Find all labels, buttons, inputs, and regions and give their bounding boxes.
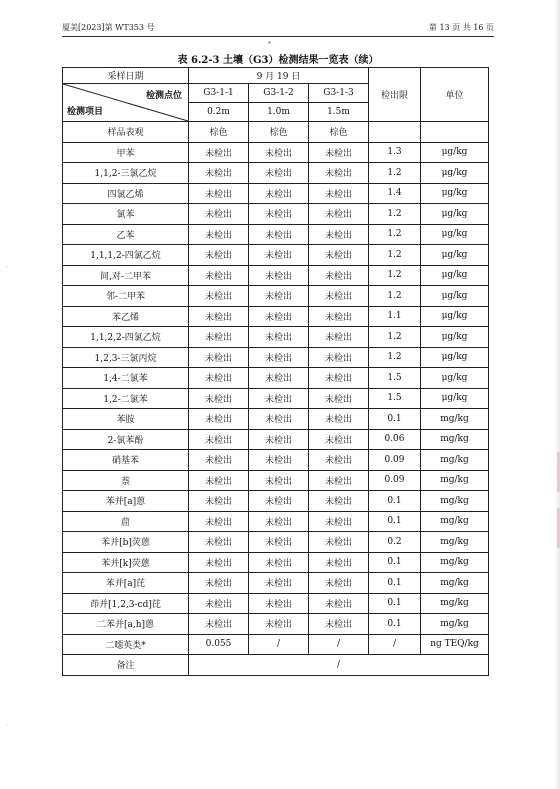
- result-g3-1-2: 未检出: [249, 204, 309, 225]
- result-g3-1-2: 未检出: [249, 470, 309, 491]
- item-name: 1,4-二氯苯: [63, 368, 189, 389]
- detection-limit: 1.2: [369, 224, 421, 245]
- result-g3-1-2: 未检出: [249, 388, 309, 409]
- item-name: 䓛: [63, 511, 189, 532]
- unit: μg/kg: [421, 368, 489, 389]
- item-name: 苯并[a]芘: [63, 573, 189, 594]
- result-g3-1-3: 未检出: [309, 409, 369, 430]
- result-g3-1-3: 未检出: [309, 286, 369, 307]
- result-g3-1-2: 未检出: [249, 368, 309, 389]
- detection-limit: 0.2: [369, 532, 421, 553]
- results-table: [62, 67, 489, 676]
- result-g3-1-1: 未检出: [189, 265, 249, 286]
- result-g3-1-1: 未检出: [189, 347, 249, 368]
- table-row: [63, 368, 489, 389]
- sample-date-value: 9 月 19 日: [189, 68, 369, 84]
- table-row: [63, 409, 489, 430]
- item-label: 检测项目: [67, 107, 104, 117]
- item-name: 1,2-二氯苯: [63, 388, 189, 409]
- remarks-label: 备注: [63, 655, 189, 676]
- header-divider: [62, 36, 494, 37]
- item-name: 苯并[a]蒽: [63, 491, 189, 512]
- seal-stamp-fragment: [537, 452, 560, 492]
- point-2: G3-1-2: [249, 84, 309, 103]
- unit: μg/kg: [421, 388, 489, 409]
- unit: mg/kg: [421, 593, 489, 614]
- table-row: [63, 286, 489, 307]
- table-row: [63, 163, 489, 184]
- detection-limit: 1.2: [369, 204, 421, 225]
- result-g3-1-1: 未检出: [189, 450, 249, 471]
- unit: μg/kg: [421, 224, 489, 245]
- result-g3-1-1: 未检出: [189, 142, 249, 163]
- item-name: 1,1,1,2-四氯乙烷: [63, 245, 189, 266]
- result-g3-1-1: 未检出: [189, 306, 249, 327]
- unit: mg/kg: [421, 532, 489, 553]
- result-g3-1-3: 未检出: [309, 450, 369, 471]
- unit: mg/kg: [421, 470, 489, 491]
- result-g3-1-1: 未检出: [189, 327, 249, 348]
- item-name: 二噁英类*: [63, 634, 189, 655]
- appearance-unit-empty: [421, 122, 489, 143]
- table-row: [63, 388, 489, 409]
- detection-limit: 0.1: [369, 552, 421, 573]
- page-number: 第 13 页 共 16 页: [428, 23, 494, 32]
- result-g3-1-3: 未检出: [309, 511, 369, 532]
- table-row: [63, 593, 489, 614]
- result-g3-1-1: 未检出: [189, 593, 249, 614]
- depth-3: 1.5m: [309, 103, 369, 122]
- result-g3-1-3: 未检出: [309, 491, 369, 512]
- table-row: [63, 204, 489, 225]
- unit: mg/kg: [421, 552, 489, 573]
- appearance-limit-empty: [369, 122, 421, 143]
- result-g3-1-1: 未检出: [189, 429, 249, 450]
- result-g3-1-2: /: [249, 634, 309, 655]
- remarks-row: [63, 655, 489, 676]
- point-label: 检测点位: [145, 91, 182, 101]
- result-g3-1-3: 未检出: [309, 245, 369, 266]
- item-name: 1,1,2-三氯乙烷: [63, 163, 189, 184]
- result-g3-1-3: 未检出: [309, 593, 369, 614]
- unit: ng TEQ/kg: [421, 634, 489, 655]
- result-g3-1-3: 未检出: [309, 265, 369, 286]
- detection-limit: 0.1: [369, 593, 421, 614]
- detection-limit: 0.1: [369, 409, 421, 430]
- result-g3-1-3: 未检出: [309, 429, 369, 450]
- seal-stamp-fragment: [537, 508, 560, 548]
- result-g3-1-1: 未检出: [189, 573, 249, 594]
- result-g3-1-2: 未检出: [249, 245, 309, 266]
- result-g3-1-3: 未检出: [309, 573, 369, 594]
- unit: mg/kg: [421, 429, 489, 450]
- result-g3-1-2: 未检出: [249, 429, 309, 450]
- item-name: 苯胺: [63, 409, 189, 430]
- result-g3-1-2: 未检出: [249, 327, 309, 348]
- result-g3-1-2: 未检出: [249, 614, 309, 635]
- table-row: [63, 511, 489, 532]
- result-g3-1-2: 未检出: [249, 224, 309, 245]
- result-g3-1-1: 未检出: [189, 552, 249, 573]
- unit: μg/kg: [421, 142, 489, 163]
- unit: μg/kg: [421, 245, 489, 266]
- detection-limit: 0.1: [369, 573, 421, 594]
- appearance-label: 样品表观: [63, 122, 189, 143]
- detection-limit: 0.09: [369, 450, 421, 471]
- limit-header: 检出限: [369, 68, 421, 122]
- result-g3-1-2: 未检出: [249, 491, 309, 512]
- unit: mg/kg: [421, 573, 489, 594]
- table-row: [63, 470, 489, 491]
- result-g3-1-1: 未检出: [189, 409, 249, 430]
- detection-limit: 1.2: [369, 163, 421, 184]
- result-g3-1-3: 未检出: [309, 204, 369, 225]
- unit: mg/kg: [421, 614, 489, 635]
- unit: mg/kg: [421, 409, 489, 430]
- result-g3-1-2: 未检出: [249, 573, 309, 594]
- table-row: [63, 245, 489, 266]
- result-g3-1-2: 未检出: [249, 532, 309, 553]
- detection-limit: 1.2: [369, 245, 421, 266]
- result-g3-1-1: 未检出: [189, 511, 249, 532]
- point-3: G3-1-3: [309, 84, 369, 103]
- detection-limit: 0.06: [369, 429, 421, 450]
- detection-limit: 1.5: [369, 368, 421, 389]
- item-name: 茚并[1,2,3-cd]芘: [63, 593, 189, 614]
- result-g3-1-2: 未检出: [249, 347, 309, 368]
- result-g3-1-1: 未检出: [189, 224, 249, 245]
- item-name: 四氯乙烯: [63, 183, 189, 204]
- item-name: 乙苯: [63, 224, 189, 245]
- result-g3-1-1: 未检出: [189, 368, 249, 389]
- sample-date-row: [63, 68, 489, 84]
- margin-mark: -: [6, 720, 9, 729]
- detection-limit: 1.2: [369, 286, 421, 307]
- table-row: [63, 532, 489, 553]
- detection-limit: 1.2: [369, 327, 421, 348]
- detection-limit: 0.09: [369, 470, 421, 491]
- item-name: 间,对-二甲苯: [63, 265, 189, 286]
- detection-limit: 0.1: [369, 491, 421, 512]
- result-g3-1-2: 未检出: [249, 163, 309, 184]
- margin-mark: -: [6, 262, 9, 271]
- table-row: [63, 183, 489, 204]
- table-row: [63, 347, 489, 368]
- unit: μg/kg: [421, 347, 489, 368]
- table-row: [63, 614, 489, 635]
- detection-limit: 1.1: [369, 306, 421, 327]
- point-1: G3-1-1: [189, 84, 249, 103]
- appearance-2: 棕色: [249, 122, 309, 143]
- table-row: [63, 450, 489, 471]
- table-row: [63, 327, 489, 348]
- result-g3-1-3: 未检出: [309, 142, 369, 163]
- unit: mg/kg: [421, 511, 489, 532]
- result-g3-1-1: 未检出: [189, 491, 249, 512]
- unit: μg/kg: [421, 163, 489, 184]
- result-g3-1-2: 未检出: [249, 450, 309, 471]
- unit: μg/kg: [421, 327, 489, 348]
- result-g3-1-2: 未检出: [249, 306, 309, 327]
- depth-1: 0.2m: [189, 103, 249, 122]
- item-name: 萘: [63, 470, 189, 491]
- detection-limit: 1.5: [369, 388, 421, 409]
- item-name: 氯苯: [63, 204, 189, 225]
- item-name: 2-氯苯酚: [63, 429, 189, 450]
- unit: μg/kg: [421, 306, 489, 327]
- result-g3-1-3: /: [309, 634, 369, 655]
- appearance-row: [63, 122, 489, 143]
- table-row: [63, 634, 489, 655]
- result-g3-1-1: 未检出: [189, 388, 249, 409]
- unit-header: 单位: [421, 68, 489, 122]
- item-name: 硝基苯: [63, 450, 189, 471]
- table-row: [63, 265, 489, 286]
- data-rows: [63, 142, 489, 655]
- depth-2: 1.0m: [249, 103, 309, 122]
- result-g3-1-1: 未检出: [189, 532, 249, 553]
- scan-speck: [268, 41, 271, 44]
- detection-limit: 0.1: [369, 614, 421, 635]
- item-name: 1,2,3-三氯丙烷: [63, 347, 189, 368]
- result-g3-1-2: 未检出: [249, 183, 309, 204]
- table-row: [63, 552, 489, 573]
- item-name: 二苯并[a,h]蒽: [63, 614, 189, 635]
- item-name: 1,1,2,2-四氯乙烷: [63, 327, 189, 348]
- diagonal-header-cell: [63, 84, 189, 122]
- result-g3-1-2: 未检出: [249, 593, 309, 614]
- table-row: [63, 429, 489, 450]
- result-g3-1-3: 未检出: [309, 306, 369, 327]
- result-g3-1-1: 未检出: [189, 245, 249, 266]
- sample-date-label: 采样日期: [63, 68, 189, 84]
- appearance-3: 棕色: [309, 122, 369, 143]
- result-g3-1-1: 0.055: [189, 634, 249, 655]
- table-row: [63, 573, 489, 594]
- result-g3-1-3: 未检出: [309, 470, 369, 491]
- table-row: [63, 306, 489, 327]
- result-g3-1-1: 未检出: [189, 183, 249, 204]
- result-g3-1-3: 未检出: [309, 347, 369, 368]
- result-g3-1-3: 未检出: [309, 368, 369, 389]
- table-row: [63, 491, 489, 512]
- result-g3-1-1: 未检出: [189, 614, 249, 635]
- item-name: 邻-二甲苯: [63, 286, 189, 307]
- unit: μg/kg: [421, 286, 489, 307]
- result-g3-1-1: 未检出: [189, 204, 249, 225]
- table-title: 表 6.2-3 土壤（G3）检测结果一览表（续）: [177, 55, 379, 66]
- result-g3-1-2: 未检出: [249, 511, 309, 532]
- result-g3-1-3: 未检出: [309, 614, 369, 635]
- detection-limit: 1.3: [369, 142, 421, 163]
- detection-limit: 0.1: [369, 511, 421, 532]
- result-g3-1-2: 未检出: [249, 552, 309, 573]
- result-g3-1-3: 未检出: [309, 163, 369, 184]
- unit: mg/kg: [421, 491, 489, 512]
- unit: μg/kg: [421, 183, 489, 204]
- detection-limit: /: [369, 634, 421, 655]
- report-number: 厦美[2023]第 WT353 号: [62, 23, 155, 32]
- result-g3-1-3: 未检出: [309, 532, 369, 553]
- result-g3-1-3: 未检出: [309, 327, 369, 348]
- appearance-1: 棕色: [189, 122, 249, 143]
- result-g3-1-3: 未检出: [309, 224, 369, 245]
- item-name: 苯并[k]荧蒽: [63, 552, 189, 573]
- table-row: [63, 142, 489, 163]
- result-g3-1-2: 未检出: [249, 265, 309, 286]
- result-g3-1-2: 未检出: [249, 142, 309, 163]
- result-g3-1-1: 未检出: [189, 163, 249, 184]
- unit: μg/kg: [421, 204, 489, 225]
- result-g3-1-2: 未检出: [249, 409, 309, 430]
- result-g3-1-1: 未检出: [189, 286, 249, 307]
- item-name: 苯乙烯: [63, 306, 189, 327]
- result-g3-1-1: 未检出: [189, 470, 249, 491]
- detection-limit: 1.2: [369, 265, 421, 286]
- result-g3-1-3: 未检出: [309, 183, 369, 204]
- detection-limit: 1.4: [369, 183, 421, 204]
- table-row: [63, 224, 489, 245]
- detection-limit: 1.2: [369, 347, 421, 368]
- result-g3-1-3: 未检出: [309, 388, 369, 409]
- remarks-value: /: [189, 655, 489, 676]
- unit: μg/kg: [421, 265, 489, 286]
- item-name: 苯并[b]荧蒽: [63, 532, 189, 553]
- result-g3-1-2: 未检出: [249, 286, 309, 307]
- page-edge-shadow: [554, 0, 560, 789]
- unit: mg/kg: [421, 450, 489, 471]
- item-name: 甲苯: [63, 142, 189, 163]
- result-g3-1-3: 未检出: [309, 552, 369, 573]
